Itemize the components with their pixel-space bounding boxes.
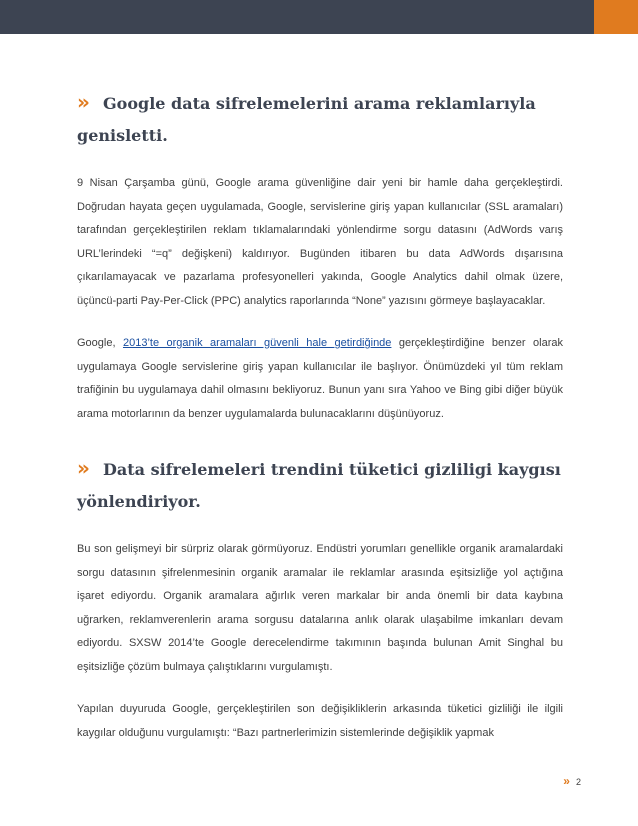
header-accent-block [594, 0, 638, 34]
paragraph-4: Yapılan duyuruda Google, gerçekleştirilen son değişikliklerin arkasında tüketici gizliliği ile ilgili kaygılar olduğunu vurgulamıştı: “Bazı partnerlerimizin sistemlerinde değişiklik yapmak [77, 703, 563, 739]
section-heading-1-text: Google data sifrelemelerini arama reklamlarıyla genisletti. [77, 94, 536, 145]
section-heading-1 [77, 86, 563, 152]
section-heading-2 [77, 452, 563, 518]
double-chevron-icon: » [563, 774, 570, 788]
paragraph-3: Bu son gelişmeyi bir sürpriz olarak görmüyoruz. Endüstri yorumları genellikle organik aramalardaki sorgu datasının şifrelenmesinin organik aramalar ile reklamlar arasında eşitsizliğe yol açtığına işaret ediyordu. Organik aramalara ağırlık veren markalar bir anda önemli bir data kaybına uğrarken, reklamverenlerin arama sorgusu datalarına anlık olarak ulaşabilme imkanları devam ediyordu. SXSW 2014’te Google derecelendirme takımının başında bulunan Amit Singhal bu eşitsizliğe çözüm bulmaya çalıştıklarını vurgulamıştı. [77, 543, 563, 673]
paragraph-2-start: Google, [77, 337, 123, 349]
header-bar [0, 0, 594, 34]
page-number: 2 [575, 777, 581, 787]
organic-search-link[interactable]: 2013’te organik aramaları güvenli hale getirdiğinde [122, 337, 392, 349]
page-content [77, 86, 563, 745]
double-chevron-icon: » [77, 456, 88, 480]
double-chevron-icon: » [77, 90, 88, 114]
paragraph-2 [77, 332, 563, 426]
page-footer [563, 774, 581, 788]
section-heading-2-text: Data sifrelemeleri trendini tüketici gizliligi kaygısı yönlendiriyor. [77, 460, 561, 511]
paragraph-1: 9 Nisan Çarşamba günü, Google arama güvenliğine dair yeni bir hamle daha gerçekleştirdi. Doğrudan hayata geçen uygulamada, Google, servislerine giriş yapan kullanıcılar (SSL aramaları) tarafından gerçekleştirilen reklam tıklamalarındaki yönlendirme sorgu datasını (AdWords varış URL’lerindeki “=q” değişkeni) kaldırıyor. Bugünden itibaren bu data AdWords dışarısına çıkarılamayacak ve pazarlama profesyonelleri yakında, Google Analytics dahil olmak üzere, üçüncü-parti Pay-Per-Click (PPC) analytics raporlarında “None” yazısını görmeye başlayacaklar. [77, 177, 563, 307]
paragraph-2-end: gerçekleştirdiğine benzer olarak uygulamaya Google servislerine giriş yapan kullanıcılar ile başlıyor. Önümüzdeki yıl tüm reklam trafiğinin bu uygulamaya dahil olmasını bekliyoruz. Bunun yanı sıra Yahoo ve Bing gibi diğer büyük arama motorlarının da benzer uygulamalarda bulunacaklarını düşünüyoruz. [77, 337, 563, 420]
